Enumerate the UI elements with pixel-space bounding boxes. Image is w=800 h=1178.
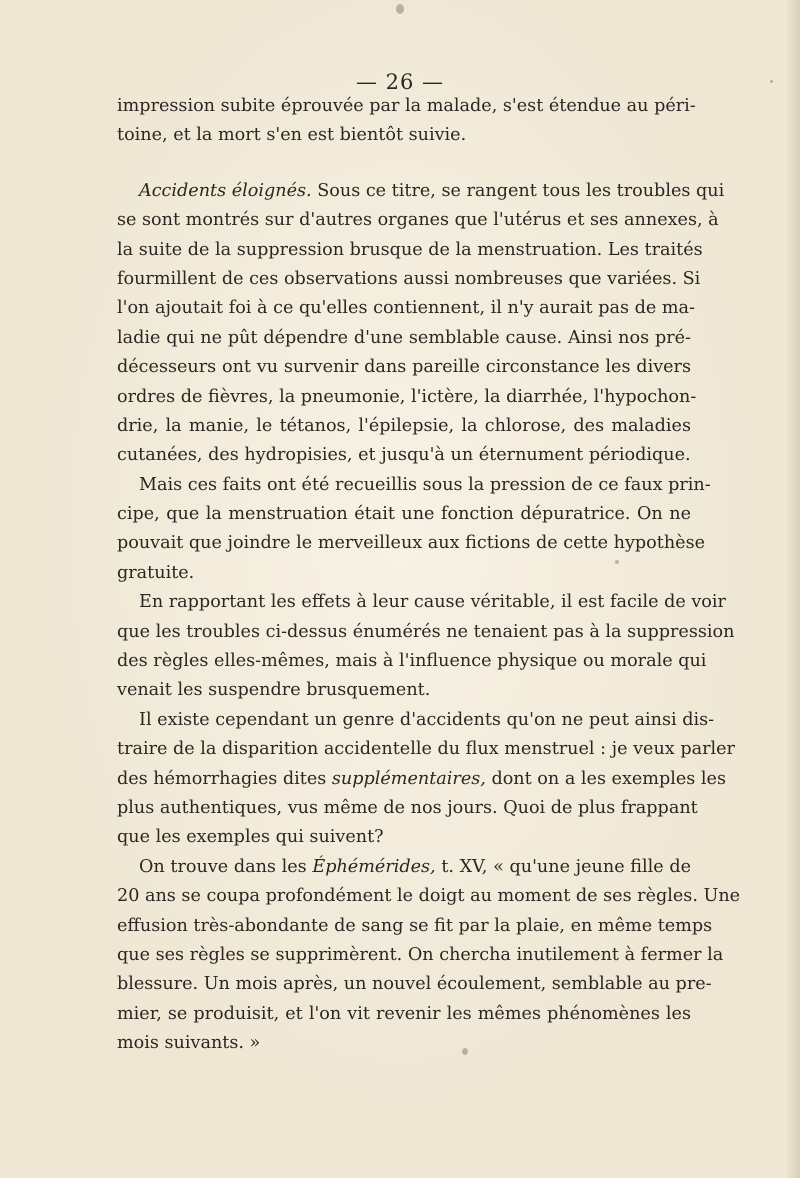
text-line: ladie qui ne pût dépendre d'une semblable cause. Ainsi nos pré- [117, 327, 691, 348]
text-line: 20 ans se coupa profondément le doigt au moment de ses règles. Une [117, 886, 741, 907]
text-line: Il existe cependant un genre d'accidents qu'on ne peut ainsi dis- [139, 709, 715, 730]
text-line: que les exemples qui suivent? [117, 827, 384, 848]
text-segment: t. XV, « qu'une jeune fille de [441, 856, 692, 877]
paragraph [117, 92, 696, 151]
page-number: — 26 — [355, 70, 445, 94]
body-text [117, 92, 741, 1059]
page-edge-shadow [786, 0, 800, 1178]
text-line [117, 765, 726, 794]
text-line: mier, se produisit, et l'on vit revenir les mêmes phénomènes les [117, 1003, 691, 1024]
italic-term: Éphémérides, [312, 856, 436, 877]
text-line: effusion très-abondante de sang se fit par la plaie, en même temps [117, 915, 713, 936]
paragraph [117, 177, 725, 471]
text-segment: On trouve dans les [139, 856, 307, 877]
text-line: la suite de la suppression brusque de la menstruation. Les traités [117, 239, 703, 260]
text-line: plus authentiques, vus même de nos jours. Quoi de plus frappant [117, 797, 698, 818]
text-segment: dont on a les exemples les [491, 768, 726, 789]
paper-speck [462, 1048, 468, 1055]
text-line: que les troubles ci-dessus énumérés ne tenaient pas à la suppression [117, 621, 735, 642]
text-line: l'on ajoutait foi à ce qu'elles contiennent, il n'y aurait pas de ma- [117, 298, 695, 319]
text-line: des règles elles-mêmes, mais à l'influence physique ou morale qui [117, 651, 707, 672]
paragraph [117, 706, 735, 853]
paper-speck [615, 560, 619, 564]
text-line: mois suivants. » [117, 1033, 261, 1054]
paper-speck [770, 80, 773, 83]
text-line [117, 853, 691, 882]
text-line: se sont montrés sur d'autres organes que l'utérus et ses annexes, à [117, 210, 719, 231]
text-line: drie, la manie, le tétanos, l'épilepsie, la chlorose, des maladies [117, 415, 691, 436]
text-line: ordres de fièvres, la pneumonie, l'ictère, la diarrhée, l'hypochon- [117, 386, 697, 407]
text-segment: Sous ce titre, se rangent tous les troubles qui [317, 180, 725, 201]
paragraph [117, 853, 741, 1059]
paragraph [117, 588, 735, 706]
paragraph [117, 471, 711, 589]
text-line: venait les suspendre brusquement. [117, 680, 431, 701]
text-line [117, 177, 725, 206]
paper-speck [396, 4, 404, 14]
text-line: impression subite éprouvée par la malade, s'est étendue au péri- [117, 96, 696, 116]
text-line: blessure. Un mois après, un nouvel écoulement, semblable au pre- [117, 974, 712, 995]
text-line: traire de la disparition accidentelle du flux menstruel : je veux parler [117, 739, 735, 760]
text-line: que ses règles se supprimèrent. On chercha inutilement à fermer la [117, 944, 724, 965]
section-heading: Accidents éloignés. [139, 180, 312, 201]
text-line: cutanées, des hydropisies, et jusqu'à un éternument périodique. [117, 445, 691, 466]
text-line: décesseurs ont vu survenir dans pareille circonstance les divers [117, 357, 691, 378]
text-line: pouvait que joindre le merveilleux aux fictions de cette hypothèse [117, 533, 706, 554]
text-line: En rapportant les effets à leur cause véritable, il est facile de voir [139, 592, 726, 613]
text-line: Mais ces faits ont été recueillis sous la pression de ce faux prin- [139, 474, 711, 495]
text-line: cipe, que la menstruation était une fonction dépuratrice. On ne [117, 504, 691, 525]
text-line: gratuite. [117, 562, 195, 583]
text-line: fourmillent de ces observations aussi nombreuses que variées. Si [117, 268, 701, 289]
text-line: toine, et la mort s'en est bientôt suivie. [117, 125, 467, 146]
italic-term: supplémentaires, [331, 768, 486, 789]
text-segment: des hémorrhagies dites [117, 768, 327, 789]
